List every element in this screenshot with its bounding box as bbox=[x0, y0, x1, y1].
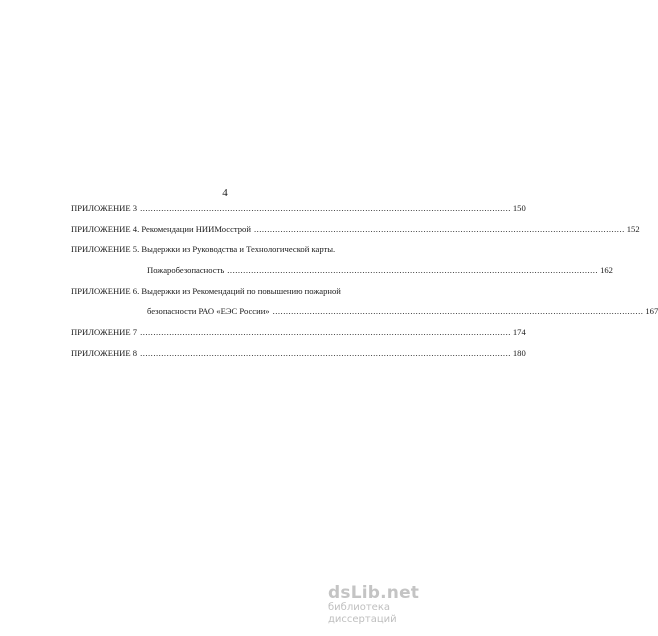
dslib-watermark bbox=[328, 584, 436, 626]
toc-entry-page: 174 bbox=[512, 327, 526, 337]
leader-dots: ............................................................................................................................................ bbox=[253, 224, 625, 234]
toc-entry-appendix-8 bbox=[71, 348, 526, 359]
watermark-subtitle: библиотека диссертаций bbox=[328, 602, 397, 625]
toc-entry-text: безопасности РАО «ЕЭС России» bbox=[147, 306, 270, 316]
toc-entry-appendix-4 bbox=[71, 224, 640, 235]
toc-entry-page: 167 bbox=[645, 306, 658, 316]
toc-entry-text: ПРИЛОЖЕНИЕ 4. Рекомендации НИИМосстрой bbox=[71, 224, 251, 234]
leader-dots: ............................................................................................................................................ bbox=[272, 306, 644, 316]
toc-entry-text: Пожаробезопасность bbox=[147, 265, 225, 275]
toc-entry-appendix-6-line2 bbox=[147, 306, 658, 317]
toc-entry-page: 162 bbox=[600, 265, 613, 275]
toc-entry-page: 150 bbox=[512, 203, 526, 213]
toc-entry-appendix-3 bbox=[71, 203, 526, 214]
toc-entry-appendix-7 bbox=[71, 327, 526, 338]
toc-entry-appendix-5-line1 bbox=[71, 244, 335, 255]
leader-dots: ............................................................................................................................................ bbox=[140, 327, 511, 337]
leader-dots: ............................................................................................................................................ bbox=[227, 265, 599, 275]
toc-entry-page: 180 bbox=[512, 348, 526, 358]
toc-entry-text: ПРИЛОЖЕНИЕ 7 bbox=[71, 327, 138, 337]
toc-entry-text: ПРИЛОЖЕНИЕ 3 bbox=[71, 203, 138, 213]
toc-entry-page: 152 bbox=[626, 224, 640, 234]
toc-entry-appendix-5-line2 bbox=[147, 265, 613, 276]
leader-dots: ............................................................................................................................................ bbox=[140, 348, 511, 358]
page-number: 4 bbox=[222, 187, 228, 199]
toc-entry-appendix-6-line1 bbox=[71, 286, 341, 297]
watermark-brand: dsLib.net bbox=[328, 583, 420, 603]
toc-entry-text: ПРИЛОЖЕНИЕ 6. Выдержки из Рекомендаций по повышению пожарной bbox=[71, 286, 341, 296]
toc-entry-text: ПРИЛОЖЕНИЕ 5. Выдержки из Руководства и Технологической карты. bbox=[71, 244, 336, 254]
leader-dots: ............................................................................................................................................ bbox=[140, 203, 511, 213]
toc-entry-text: ПРИЛОЖЕНИЕ 8 bbox=[71, 348, 138, 358]
